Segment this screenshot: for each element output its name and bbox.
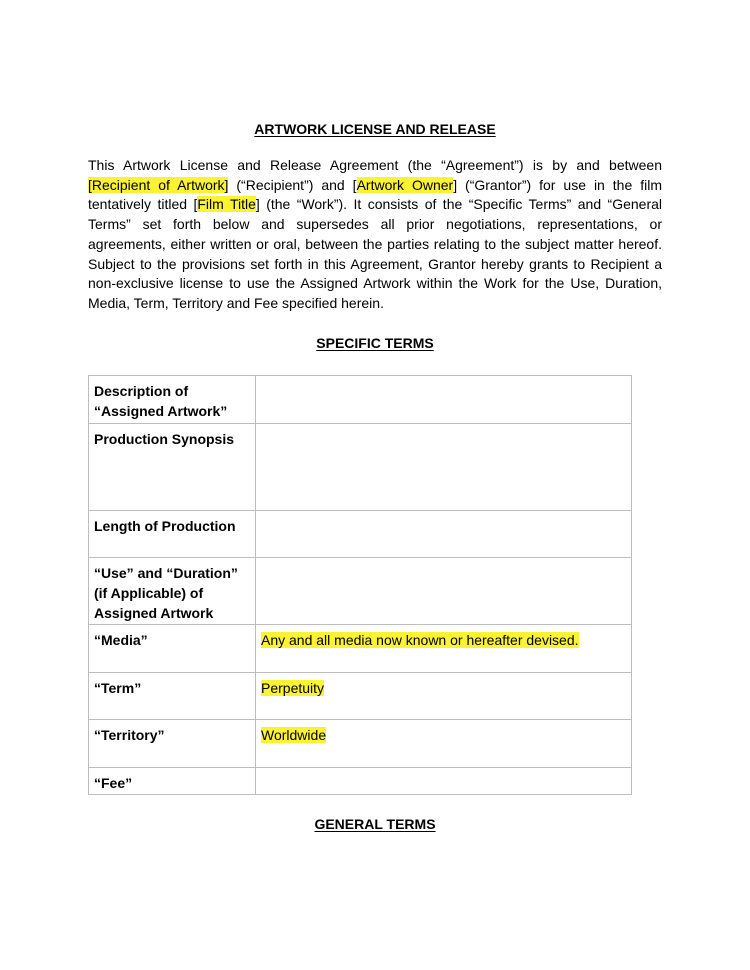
- description-label: [89, 376, 256, 424]
- intro-text-part3: ] (“Grantor”) for use in the film tentatively titled [: [88, 176, 662, 213]
- use-duration-value[interactable]: [256, 558, 632, 625]
- term-label: “Term”: [89, 673, 256, 720]
- synopsis-label: Production Synopsis: [89, 424, 256, 511]
- table-row-fee: [89, 768, 632, 795]
- intro-text-part1: This Artwork License and Release Agreement (the “Agreement”) is by and between: [88, 157, 662, 173]
- term-cell[interactable]: [256, 673, 632, 720]
- film-title-placeholder: Film Title: [197, 196, 256, 213]
- description-label-line1: Description of: [94, 383, 189, 399]
- term-value: Perpetuity: [261, 680, 325, 696]
- fee-label: “Fee”: [89, 768, 256, 795]
- use-duration-label: [89, 558, 256, 625]
- media-cell[interactable]: [256, 625, 632, 673]
- media-value: Any and all media now known or hereafter devised.: [261, 632, 579, 648]
- table-row-description: [89, 376, 632, 424]
- description-label-line2: “Assigned Artwork”: [94, 403, 228, 419]
- synopsis-value[interactable]: [256, 424, 632, 511]
- recipient-placeholder: [Recipient of Artwork]: [88, 176, 229, 193]
- length-value[interactable]: [256, 511, 632, 558]
- owner-placeholder: Artwork Owner: [356, 176, 454, 193]
- intro-text-part4: ] (the “Work”). It consists of the “Specific Terms” and “General Terms” set forth below and supersedes all prior negotiations, representations, or agreements, either written or oral, between the parties relating to the subject matter hereof. Subject to the provisions set forth in this Agreement, Grantor hereby grants to Recipient a non-exclusive license to use the Assigned Artwork within the Work for the Use, Duration, Media, Term, Territory and Fee specified herein.: [88, 196, 663, 311]
- use-duration-label-line3: Assigned Artwork: [94, 605, 214, 621]
- territory-label: “Territory”: [89, 720, 256, 768]
- table-row-length: [89, 511, 632, 558]
- intro-text-part2: (“Recipient”) and [: [228, 176, 357, 193]
- territory-value: Worldwide: [261, 727, 327, 743]
- table-row-synopsis: [89, 424, 632, 511]
- document-title: ARTWORK LICENSE AND RELEASE: [254, 121, 496, 137]
- specific-terms-heading: SPECIFIC TERMS: [316, 335, 434, 351]
- use-duration-label-line1: “Use” and “Duration”: [94, 565, 238, 581]
- table-row-term: [89, 673, 632, 720]
- length-label: Length of Production: [89, 511, 256, 558]
- fee-value[interactable]: [256, 768, 632, 795]
- media-label: “Media”: [89, 625, 256, 673]
- territory-cell[interactable]: [256, 720, 632, 768]
- intro-paragraph: [88, 156, 662, 314]
- use-duration-label-line2: (if Applicable) of: [94, 585, 204, 601]
- table-row-territory: [89, 720, 632, 768]
- general-terms-heading: GENERAL TERMS: [314, 816, 436, 832]
- table-row-use-duration: [89, 558, 632, 625]
- description-value[interactable]: [256, 376, 632, 424]
- table-row-media: [89, 625, 632, 673]
- specific-terms-table: [88, 375, 632, 795]
